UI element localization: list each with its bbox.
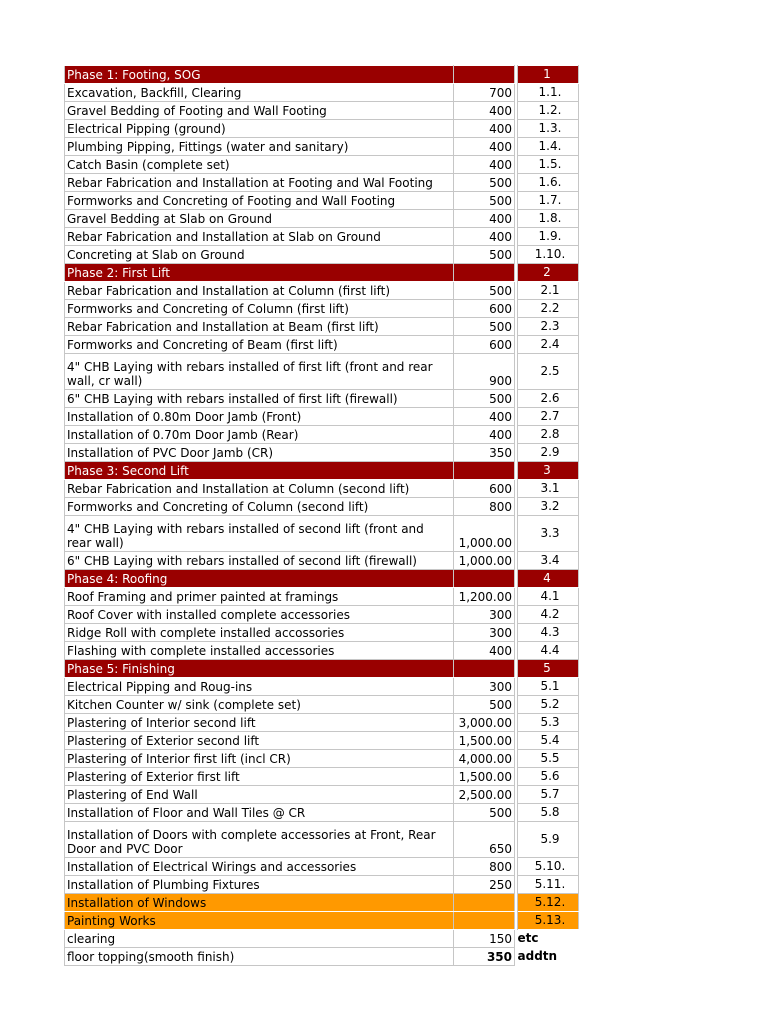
description-cell[interactable]: Installation of PVC Door Jamb (CR) — [65, 444, 454, 462]
item-code-cell[interactable]: 1.3. — [518, 120, 579, 138]
phase-header-row — [65, 462, 579, 480]
description-cell[interactable]: Electrical Pipping and Roug-ins — [65, 678, 454, 696]
item-row — [65, 156, 579, 174]
amount-cell[interactable] — [454, 462, 515, 480]
item-row — [65, 336, 579, 354]
description-cell[interactable]: Electrical Pipping (ground) — [65, 120, 454, 138]
item-row — [65, 732, 579, 750]
item-row — [65, 822, 579, 858]
item-code-cell[interactable]: etc — [517, 931, 539, 946]
item-code-cell[interactable]: 1.6. — [518, 174, 579, 192]
phase-title-cell[interactable]: Phase 5: Finishing — [65, 660, 454, 678]
phase-number-cell[interactable]: 1 — [518, 66, 579, 84]
cost-schedule-table — [64, 65, 579, 966]
phase-number-cell[interactable]: 3 — [518, 462, 579, 480]
description-cell[interactable]: Gravel Bedding of Footing and Wall Footing — [65, 102, 454, 120]
description-cell[interactable]: Plastering of Exterior second lift — [65, 732, 454, 750]
item-code-cell[interactable]: 5.8 — [518, 804, 579, 822]
description-cell[interactable]: 6" CHB Laying with rebars installed of second lift (firewall) — [65, 552, 454, 570]
item-code-cell[interactable]: 5.6 — [518, 768, 579, 786]
item-code-cell[interactable]: 5.5 — [518, 750, 579, 768]
amount-cell[interactable]: 1,500.00 — [454, 768, 515, 786]
description-cell[interactable]: 6" CHB Laying with rebars installed of first lift (firewall) — [65, 390, 454, 408]
amount-cell[interactable]: 150 — [454, 930, 515, 948]
item-row — [65, 426, 579, 444]
item-code-cell[interactable]: 4.3 — [518, 624, 579, 642]
phase-number-cell[interactable]: 4 — [518, 570, 579, 588]
extra-note-row — [65, 948, 579, 966]
amount-cell[interactable]: 500 — [454, 804, 515, 822]
amount-cell[interactable]: 2,500.00 — [454, 786, 515, 804]
description-cell[interactable]: Plastering of Interior second lift — [65, 714, 454, 732]
item-row — [65, 174, 579, 192]
amount-cell[interactable]: 300 — [454, 624, 515, 642]
description-cell[interactable]: Concreting at Slab on Ground — [65, 246, 454, 264]
amount-cell[interactable]: 600 — [454, 336, 515, 354]
item-code-cell[interactable]: 4.4 — [518, 642, 579, 660]
item-code-cell[interactable]: 1.2. — [518, 102, 579, 120]
item-row — [65, 102, 579, 120]
item-code-cell[interactable]: 5.2 — [518, 696, 579, 714]
description-cell[interactable]: Rebar Fabrication and Installation at Slab on Ground — [65, 228, 454, 246]
highlighted-item-row — [65, 912, 579, 930]
amount-cell[interactable]: 700 — [454, 84, 515, 102]
description-cell[interactable]: Plastering of End Wall — [65, 786, 454, 804]
item-code-cell[interactable]: 2.1 — [518, 282, 579, 300]
item-row — [65, 786, 579, 804]
description-cell[interactable]: Rebar Fabrication and Installation at Footing and Wal Footing — [65, 174, 454, 192]
amount-cell[interactable]: 500 — [454, 318, 515, 336]
item-code-cell[interactable]: 4.2 — [518, 606, 579, 624]
description-cell[interactable]: Ridge Roll with complete installed accossories — [65, 624, 454, 642]
item-row — [65, 138, 579, 156]
description-cell[interactable]: Gravel Bedding at Slab on Ground — [65, 210, 454, 228]
item-code-cell[interactable]: 1.8. — [518, 210, 579, 228]
item-code-cell[interactable]: 5.7 — [518, 786, 579, 804]
amount-cell[interactable]: 800 — [454, 498, 515, 516]
amount-cell[interactable]: 500 — [454, 192, 515, 210]
amount-cell[interactable]: 400 — [454, 156, 515, 174]
item-row — [65, 444, 579, 462]
item-code-cell[interactable]: 2.3 — [518, 318, 579, 336]
phase-header-row — [65, 66, 579, 84]
item-row — [65, 246, 579, 264]
item-row — [65, 858, 579, 876]
description-cell[interactable]: Formworks and Concreting of Footing and Wall Footing — [65, 192, 454, 210]
item-code-cell[interactable]: 2.6 — [518, 390, 579, 408]
phase-header-row — [65, 570, 579, 588]
item-row — [65, 642, 579, 660]
phase-header-row — [65, 660, 579, 678]
item-row — [65, 606, 579, 624]
phase-title-cell[interactable]: Phase 1: Footing, SOG — [65, 66, 454, 84]
item-code-cell[interactable]: 5.1 — [518, 678, 579, 696]
item-code-cell[interactable]: 3.3 — [518, 516, 579, 552]
item-code-cell[interactable]: 3.4 — [518, 552, 579, 570]
description-cell[interactable]: Painting Works — [65, 912, 454, 930]
phase-number-cell[interactable]: 5 — [518, 660, 579, 678]
item-code-cell[interactable]: 1.1. — [518, 84, 579, 102]
description-cell[interactable]: Installation of Windows — [65, 894, 454, 912]
amount-cell[interactable]: 600 — [454, 480, 515, 498]
description-cell[interactable]: Flashing with complete installed accessories — [65, 642, 454, 660]
amount-cell[interactable]: 900 — [454, 354, 515, 390]
description-cell[interactable]: Rebar Fabrication and Installation at Column (second lift) — [65, 480, 454, 498]
description-cell[interactable]: Formworks and Concreting of Column (second lift) — [65, 498, 454, 516]
item-code-cell[interactable]: 2.5 — [518, 354, 579, 390]
item-code-cell[interactable]: 3.1 — [518, 480, 579, 498]
cost-schedule-body — [65, 66, 579, 966]
item-code-cell[interactable]: 2.9 — [518, 444, 579, 462]
amount-cell[interactable]: 400 — [454, 138, 515, 156]
description-cell[interactable]: Catch Basin (complete set) — [65, 156, 454, 174]
item-code-cell[interactable]: 1.4. — [518, 138, 579, 156]
item-code-cell[interactable]: 2.8 — [518, 426, 579, 444]
amount-cell[interactable]: 400 — [454, 228, 515, 246]
amount-cell[interactable]: 350 — [454, 444, 515, 462]
item-code-cell[interactable]: 2.2 — [518, 300, 579, 318]
amount-cell[interactable]: 400 — [454, 120, 515, 138]
description-cell[interactable]: Plastering of Interior first lift (incl CR) — [65, 750, 454, 768]
description-cell[interactable]: Installation of Floor and Wall Tiles @ CR — [65, 804, 454, 822]
description-cell[interactable]: Formworks and Concreting of Column (first lift) — [65, 300, 454, 318]
item-code-cell[interactable]: 1.10. — [518, 246, 579, 264]
amount-cell[interactable]: 3,000.00 — [454, 714, 515, 732]
item-row — [65, 354, 579, 390]
amount-cell[interactable]: 500 — [454, 390, 515, 408]
amount-cell[interactable]: 500 — [454, 246, 515, 264]
item-code-cell[interactable]: 5.9 — [518, 822, 579, 858]
phase-header-row — [65, 264, 579, 282]
amount-cell[interactable] — [454, 66, 515, 84]
description-cell[interactable]: Installation of Doors with complete accessories at Front, Rear Door and PVC Door — [65, 822, 454, 858]
description-cell[interactable]: Installation of Electrical Wirings and accessories — [65, 858, 454, 876]
phase-title-cell[interactable]: Phase 3: Second Lift — [65, 462, 454, 480]
item-code-cell[interactable]: 4.1 — [518, 588, 579, 606]
item-code-cell[interactable]: 5.13. — [518, 912, 579, 930]
amount-cell[interactable]: 500 — [454, 696, 515, 714]
item-row — [65, 390, 579, 408]
amount-cell[interactable]: 250 — [454, 876, 515, 894]
item-row — [65, 228, 579, 246]
description-cell[interactable]: Kitchen Counter w/ sink (complete set) — [65, 696, 454, 714]
description-cell[interactable]: Installation of Plumbing Fixtures — [65, 876, 454, 894]
item-row — [65, 300, 579, 318]
amount-cell[interactable]: 1,500.00 — [454, 732, 515, 750]
item-code-cell[interactable]: 1.5. — [518, 156, 579, 174]
item-code-cell[interactable]: 1.9. — [518, 228, 579, 246]
amount-cell[interactable]: 1,200.00 — [454, 588, 515, 606]
description-cell[interactable]: Excavation, Backfill, Clearing — [65, 84, 454, 102]
amount-cell[interactable]: 400 — [454, 408, 515, 426]
item-row — [65, 84, 579, 102]
amount-cell[interactable]: 300 — [454, 678, 515, 696]
item-row — [65, 282, 579, 300]
item-code-cell[interactable]: addtn — [517, 949, 558, 963]
item-code-cell[interactable]: 2.4 — [518, 336, 579, 354]
amount-cell[interactable]: 400 — [454, 210, 515, 228]
amount-cell[interactable]: 800 — [454, 858, 515, 876]
description-cell[interactable]: Roof Cover with installed complete accessories — [65, 606, 454, 624]
description-cell[interactable]: Rebar Fabrication and Installation at Column (first lift) — [65, 282, 454, 300]
item-row — [65, 120, 579, 138]
item-row — [65, 480, 579, 498]
amount-cell[interactable]: 350 — [454, 948, 515, 966]
item-code-cell[interactable]: 2.7 — [518, 408, 579, 426]
item-code-cell[interactable]: 5.3 — [518, 714, 579, 732]
description-cell[interactable]: Roof Framing and primer painted at framings — [65, 588, 454, 606]
amount-cell[interactable]: 500 — [454, 282, 515, 300]
description-cell[interactable]: Installation of 0.70m Door Jamb (Rear) — [65, 426, 454, 444]
item-row — [65, 318, 579, 336]
highlighted-item-row — [65, 894, 579, 912]
item-row — [65, 498, 579, 516]
description-cell[interactable]: floor topping(smooth finish) — [65, 948, 454, 966]
description-cell[interactable]: Plastering of Exterior first lift — [65, 768, 454, 786]
amount-cell[interactable]: 650 — [454, 822, 515, 858]
item-row — [65, 588, 579, 606]
amount-cell[interactable] — [454, 894, 515, 912]
item-row — [65, 210, 579, 228]
item-row — [65, 408, 579, 426]
item-row — [65, 768, 579, 786]
item-code-cell[interactable]: 3.2 — [518, 498, 579, 516]
amount-cell[interactable]: 400 — [454, 642, 515, 660]
item-row — [65, 876, 579, 894]
amount-cell[interactable] — [454, 570, 515, 588]
amount-cell[interactable]: 400 — [454, 426, 515, 444]
item-row — [65, 804, 579, 822]
description-cell[interactable]: Installation of 0.80m Door Jamb (Front) — [65, 408, 454, 426]
item-code-cell[interactable]: 5.10. — [518, 858, 579, 876]
phase-title-cell[interactable]: Phase 2: First Lift — [65, 264, 454, 282]
item-row — [65, 192, 579, 210]
description-cell[interactable]: 4" CHB Laying with rebars installed of second lift (front and rear wall) — [65, 516, 454, 552]
description-cell[interactable]: Formworks and Concreting of Beam (first lift) — [65, 336, 454, 354]
phase-title-cell[interactable]: Phase 4: Roofing — [65, 570, 454, 588]
item-row — [65, 750, 579, 768]
description-cell[interactable]: 4" CHB Laying with rebars installed of first lift (front and rear wall, cr wall) — [65, 354, 454, 390]
item-code-cell[interactable]: 5.11. — [518, 876, 579, 894]
item-code-cell[interactable]: 5.12. — [518, 894, 579, 912]
item-row — [65, 516, 579, 552]
description-cell[interactable]: clearing — [65, 930, 454, 948]
description-cell[interactable]: Rebar Fabrication and Installation at Beam (first lift) — [65, 318, 454, 336]
amount-cell[interactable]: 600 — [454, 300, 515, 318]
item-row — [65, 624, 579, 642]
amount-cell[interactable]: 1,000.00 — [454, 552, 515, 570]
extra-note-row — [65, 930, 579, 948]
description-cell[interactable]: Plumbing Pipping, Fittings (water and sanitary) — [65, 138, 454, 156]
item-row — [65, 714, 579, 732]
item-row — [65, 552, 579, 570]
amount-cell[interactable] — [454, 660, 515, 678]
amount-cell[interactable]: 300 — [454, 606, 515, 624]
item-code-cell[interactable]: 1.7. — [518, 192, 579, 210]
amount-cell[interactable] — [454, 912, 515, 930]
amount-cell[interactable]: 1,000.00 — [454, 516, 515, 552]
phase-number-cell[interactable]: 2 — [518, 264, 579, 282]
amount-cell[interactable]: 500 — [454, 174, 515, 192]
item-row — [65, 678, 579, 696]
item-code-cell[interactable]: 5.4 — [518, 732, 579, 750]
amount-cell[interactable]: 4,000.00 — [454, 750, 515, 768]
amount-cell[interactable]: 400 — [454, 102, 515, 120]
amount-cell[interactable] — [454, 264, 515, 282]
item-row — [65, 696, 579, 714]
